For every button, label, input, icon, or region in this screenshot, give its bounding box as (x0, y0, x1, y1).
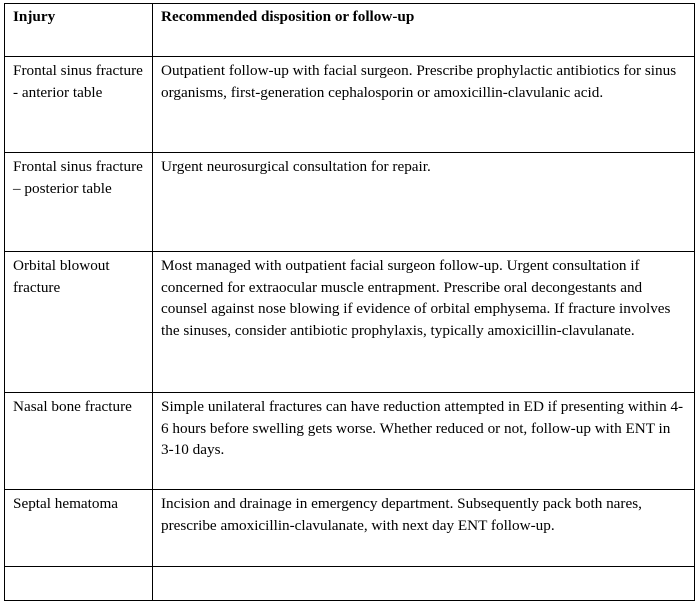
injury-cell (5, 567, 153, 601)
disposition-table (4, 3, 695, 601)
recommendation-cell: Simple unilateral fractures can have reduction attempted in ED if presenting within 4-6 hours before swelling gets worse. Whether reduced or not, follow-up with ENT in 3-10 days. (153, 393, 695, 490)
injury-cell: Septal hematoma (5, 490, 153, 567)
table-row (5, 393, 695, 490)
header-recommendation: Recommended disposition or follow-up (153, 4, 695, 57)
recommendation-cell (153, 567, 695, 601)
table-row (5, 490, 695, 567)
injury-cell: Frontal sinus fracture - anterior table (5, 57, 153, 153)
recommendation-cell: Incision and drainage in emergency department. Subsequently pack both nares, prescribe amoxicillin-clavulanate, with next day ENT follow-up. (153, 490, 695, 567)
recommendation-cell: Outpatient follow-up with facial surgeon. Prescribe prophylactic antibiotics for sinus organisms, first-generation cephalosporin or amoxicillin-clavulanic acid. (153, 57, 695, 153)
table-row (5, 57, 695, 153)
header-injury: Injury (5, 4, 153, 57)
recommendation-cell: Most managed with outpatient facial surgeon follow-up. Urgent consultation if concerned for extraocular muscle entrapment. Prescribe oral decongestants and counsel against nose blowing if evidence of orbital emphysema. If fracture involves the sinuses, consider antibiotic prophylaxis, typically amoxicillin-clavulanate. (153, 252, 695, 393)
injury-cell: Frontal sinus fracture – posterior table (5, 153, 153, 252)
header-row (5, 4, 695, 57)
injury-cell: Orbital blowout fracture (5, 252, 153, 393)
injury-cell: Nasal bone fracture (5, 393, 153, 490)
table-row (5, 252, 695, 393)
table-row (5, 153, 695, 252)
recommendation-cell: Urgent neurosurgical consultation for repair. (153, 153, 695, 252)
table-row (5, 567, 695, 601)
